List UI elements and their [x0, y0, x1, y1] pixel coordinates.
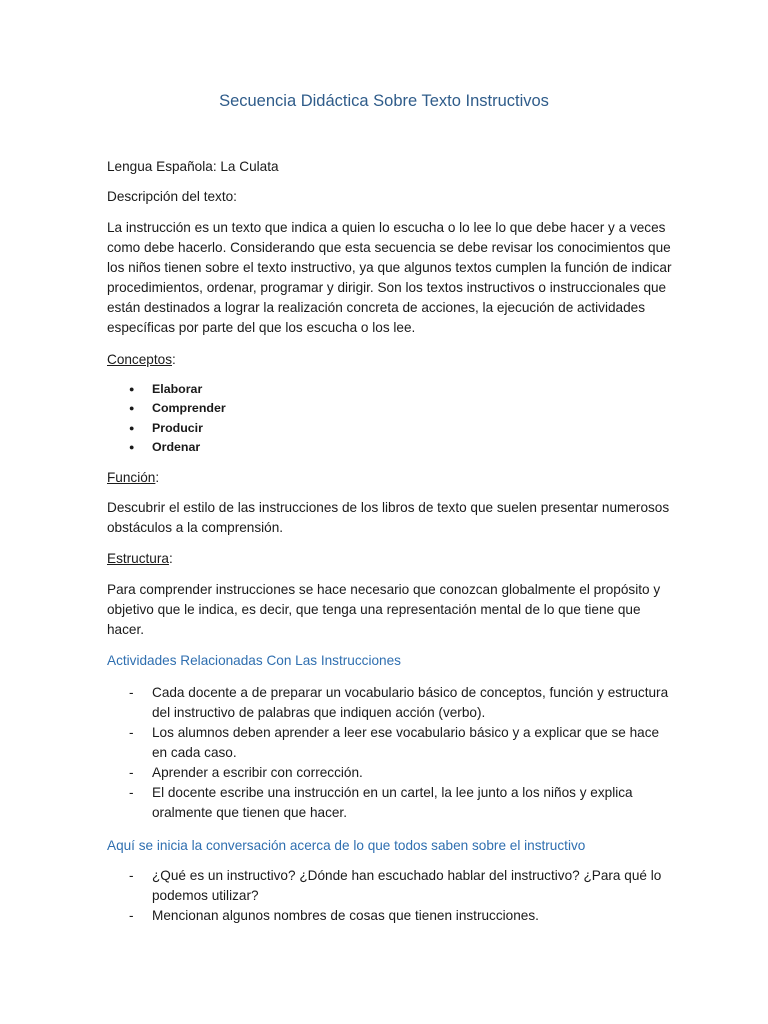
activity-item: - Los alumnos deben aprender a leer ese vocabulario básico y a explicar que se hace en cada caso.	[107, 723, 677, 763]
concept-item: ● Comprender	[107, 399, 677, 418]
activity-item: - El docente escribe una instrucción en un cartel, la lee junto a los niños y explica oralmente que tienen que hacer.	[107, 783, 677, 823]
activities-list	[107, 683, 677, 823]
description-heading: Descripción del texto:	[107, 189, 237, 204]
function-body: Descubrir el estilo de las instrucciones de los libros de texto que suelen presentar numerosos obstáculos a la comprensión.	[107, 500, 670, 535]
concepts-heading-line: Conceptos:	[107, 352, 176, 367]
structure-heading: Estructura	[107, 551, 169, 566]
document-title: Secuencia Didáctica Sobre Texto Instructivos	[219, 92, 549, 110]
concepts-heading: Conceptos	[107, 352, 172, 367]
activity-item: - Aprender a escribir con corrección.	[107, 763, 677, 783]
structure-body: Para comprender instrucciones se hace necesario que conozcan globalmente el propósito y objetivo que le indica, es decir, que tenga una representación mental de lo que tiene que hacer.	[107, 582, 661, 637]
function-heading-line: Función:	[107, 470, 160, 485]
activities-heading: Actividades Relacionadas Con Las Instrucciones	[107, 653, 401, 668]
activity-item: - Cada docente a de preparar un vocabulario básico de conceptos, función y estructura del instructivo de palabras que indiquen acción (verbo).	[107, 683, 677, 723]
concept-item: ● Elaborar	[107, 380, 677, 399]
function-heading: Función	[107, 470, 156, 485]
concepts-list	[107, 380, 677, 457]
description-body: La instrucción es un texto que indica a quien lo escucha o lo lee lo que debe hacer y a veces como debe hacerlo. Considerando que esta secuencia se debe revisar los conocimientos que los niños tienen sobre el texto instructivo, ya que algunos textos cumplen la función de indicar procedimientos, ordenar, programar y dirigir. Son los textos instructivos o instruccionales que están destinados a lograr la realización concreta de acciones, la ejecución de actividades específicas por parte del que los escucha o los lee.	[107, 220, 672, 335]
conversation-item: - Mencionan algunos nombres de cosas que tienen instrucciones.	[107, 906, 677, 926]
conversation-item: - ¿Qué es un instructivo? ¿Dónde han escuchado hablar del instructivo? ¿Para qué lo podemos utilizar?	[107, 866, 677, 906]
subject-line: Lengua Española: La Culata	[107, 159, 279, 174]
conversation-heading: Aquí se inicia la conversación acerca de lo que todos saben sobre el instructivo	[107, 838, 586, 853]
structure-heading-line: Estructura:	[107, 551, 173, 566]
concept-item: ● Ordenar	[107, 438, 677, 457]
concept-item: ● Producir	[107, 419, 677, 438]
conversation-list	[107, 866, 677, 926]
